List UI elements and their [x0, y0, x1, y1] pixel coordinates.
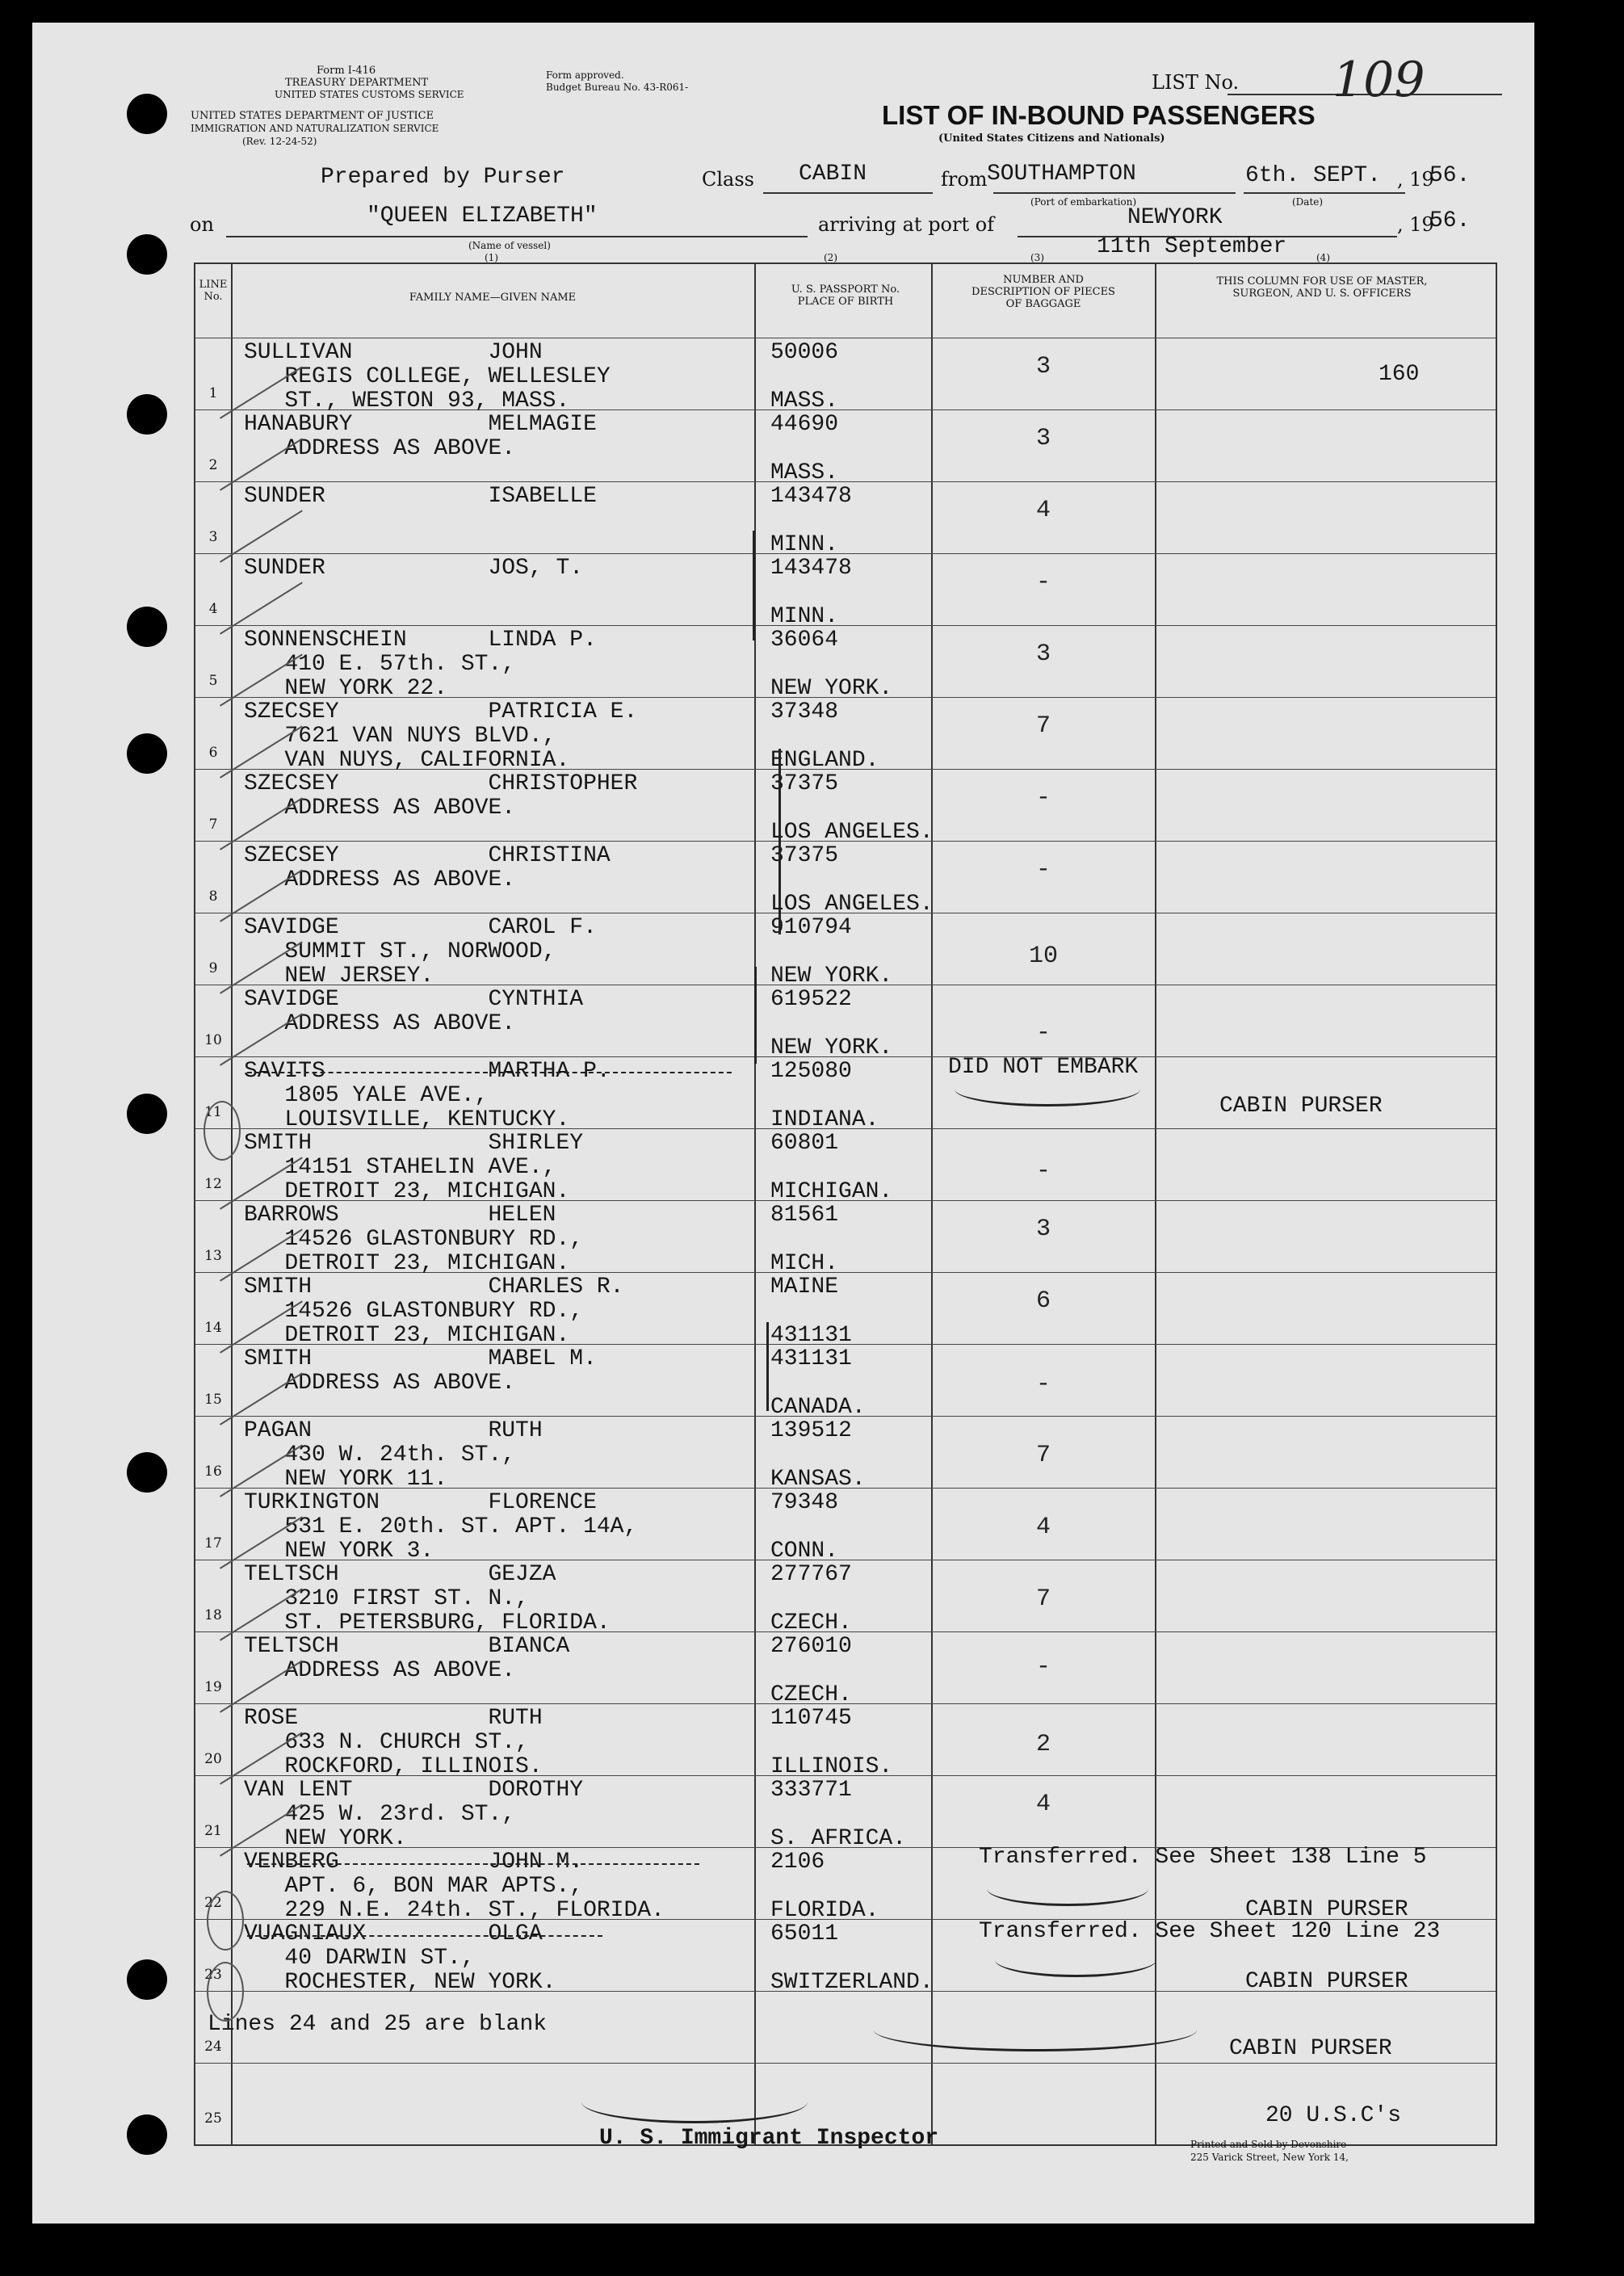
- arrival-date: 11th September: [1097, 234, 1287, 259]
- class-label: Class: [702, 168, 754, 191]
- baggage-count: -: [1035, 856, 1051, 884]
- cabin-purser-label: CABIN PURSER: [1245, 1897, 1408, 1922]
- line-number: 14: [204, 1320, 222, 1336]
- passenger-name: SUNDER JOS, T.: [244, 556, 584, 581]
- passport-birthplace: 2106 FLORIDA.: [770, 1850, 879, 1923]
- passport-birthplace: 431131 CANADA.: [770, 1346, 866, 1420]
- date-caption: (Date): [1292, 196, 1324, 208]
- passport-birthplace: 65011 SWITZERLAND.: [770, 1921, 934, 1995]
- cabin-purser-label: CABIN PURSER: [1245, 1969, 1408, 1994]
- binder-hole: [127, 2114, 167, 2155]
- passport-birthplace: MAINE 431131: [770, 1274, 852, 1348]
- baggage-count: 2: [1035, 1731, 1051, 1758]
- passenger-name: SUNDER ISABELLE: [244, 484, 597, 509]
- baggage-count: 3: [1035, 353, 1051, 380]
- passenger-name: TELTSCH GEJZA 3210 FIRST ST. N., ST. PETERSBURG, FLORIDA.: [244, 1562, 611, 1636]
- passenger-name: SMITH CHARLES R. 14526 GLASTONBURY RD., DETROIT 23, MICHIGAN.: [244, 1274, 624, 1348]
- passenger-name: PAGAN RUTH 430 W. 24th. ST., NEW YORK 11.: [244, 1418, 543, 1492]
- baggage-count: -: [1035, 1371, 1051, 1398]
- arrival-port: NEWYORK: [1127, 205, 1223, 230]
- binder-hole: [127, 234, 167, 275]
- line-number: 8: [208, 888, 218, 905]
- passenger-name: SONNENSCHEIN LINDA P. 410 E. 57th. ST., NEW YORK 22.: [244, 628, 597, 701]
- vessel-name: "QUEEN ELIZABETH": [367, 204, 598, 229]
- purser-signature: [987, 1871, 1148, 1906]
- circled-line-mark: [204, 1101, 241, 1161]
- passenger-name: BARROWS HELEN 14526 GLASTONBURY RD., DETROIT 23, MICHIGAN.: [244, 1203, 584, 1276]
- baggage-count: -: [1035, 1157, 1051, 1185]
- passenger-name: TELTSCH BIANCA ADDRESS AS ABOVE.: [244, 1634, 570, 1683]
- passenger-name-struck: VUAGNIAUX OLGA 40 DARWIN ST., ROCHESTER, NEW YORK.: [244, 1921, 556, 1995]
- line-number: 2: [208, 457, 218, 473]
- cabin-purser-label: CABIN PURSER: [1229, 2036, 1392, 2061]
- binder-hole: [127, 1959, 167, 2000]
- passenger-name: VAN LENT DOROTHY 425 W. 23rd. ST., NEW YORK.: [244, 1778, 584, 1851]
- line-number: 9: [208, 960, 218, 976]
- baggage-count: 4: [1035, 1514, 1051, 1541]
- line-number: 1: [208, 385, 218, 401]
- line-number: 6: [208, 745, 218, 761]
- from-label: from: [941, 168, 988, 191]
- line-number: 11: [204, 1104, 222, 1120]
- passenger-name: SZECSEY CHRISTINA ADDRESS AS ABOVE.: [244, 843, 611, 892]
- passport-birthplace: 79348 CONN.: [770, 1490, 839, 1564]
- line-number: 10: [204, 1032, 222, 1048]
- baggage-count: 3: [1035, 1216, 1051, 1243]
- doj-line: UNITED STATES DEPARTMENT OF JUSTICE: [191, 110, 434, 122]
- passport-birthplace: 333771 S. AFRICA.: [770, 1778, 907, 1851]
- passport-birthplace: 143478 MINN.: [770, 484, 852, 557]
- did-not-embark: DID NOT EMBARK: [948, 1055, 1139, 1080]
- passport-birthplace: 81561 MICH.: [770, 1203, 839, 1276]
- embark-caption: (Port of embarkation): [1030, 196, 1137, 208]
- year-1: 56.: [1429, 163, 1471, 188]
- list-no-value: 109: [1332, 52, 1425, 108]
- form-department: TREASURY DEPARTMENT: [285, 77, 429, 89]
- passenger-name: HANABURY MELMAGIE ADDRESS AS ABOVE.: [244, 412, 597, 461]
- passenger-name-struck: VENBERG JOHN M. APT. 6, BON MAR APTS., 229 N.E. 24th. ST., FLORIDA.: [244, 1850, 665, 1923]
- transfer-note: Transferred. See Sheet 120 Line 23: [979, 1919, 1441, 1944]
- ins-line: IMMIGRATION AND NATURALIZATION SERVICE: [191, 123, 439, 134]
- line-number: 21: [204, 1823, 222, 1839]
- col-header-officers: THIS COLUMN FOR USE OF MASTER, SURGEON, AND U. S. OFFICERS: [1216, 275, 1428, 300]
- prepared-by: Prepared by Purser: [321, 165, 565, 190]
- printer-line-1: Printed and Sold by Devonshire: [1190, 2139, 1347, 2150]
- line-number: 13: [204, 1248, 222, 1264]
- vessel-col-num: (1): [485, 252, 498, 263]
- line-number: 7: [208, 817, 218, 833]
- page-title: LIST OF IN-BOUND PASSENGERS: [882, 100, 1316, 130]
- list-no-label: LIST No.: [1152, 71, 1240, 94]
- class-value: CABIN: [799, 162, 867, 187]
- baggage-count: 4: [1035, 1791, 1051, 1818]
- line-number: 12: [204, 1176, 222, 1192]
- binder-hole: [127, 1094, 167, 1134]
- passenger-name: SMITH SHIRLEY 14151 STAHELIN AVE., DETROIT 23, MICHIGAN.: [244, 1131, 584, 1204]
- line-number: 18: [204, 1607, 222, 1623]
- line-number: 24: [204, 2039, 222, 2055]
- passport-birthplace: 276010 CZECH.: [770, 1634, 852, 1707]
- passport-birthplace: 910794 NEW YORK.: [770, 915, 893, 989]
- passenger-table: [194, 262, 1497, 2146]
- baggage-count: 7: [1035, 1585, 1051, 1613]
- line-number: 25: [204, 2110, 222, 2127]
- baggage-count: 7: [1035, 1442, 1051, 1469]
- budget-bureau: Budget Bureau No. 43-R061-: [546, 82, 689, 93]
- on-label: on: [190, 213, 214, 236]
- col-header-name: FAMILY NAME—GIVEN NAME: [409, 292, 577, 304]
- inspector-signature: [581, 2081, 808, 2123]
- embark-port: SOUTHAMPTON: [987, 162, 1136, 187]
- page-subtitle: (United States Citizens and Nationals): [938, 132, 1165, 145]
- passenger-name: TURKINGTON FLORENCE 531 E. 20th. ST. APT. 14A, NEW YORK 3.: [244, 1490, 638, 1564]
- passenger-name: SZECSEY CHRISTOPHER ADDRESS AS ABOVE.: [244, 771, 638, 821]
- line-number: 23: [204, 1967, 222, 1983]
- purser-signature: [874, 2009, 1197, 2051]
- vessel-caption: (Name of vessel): [468, 240, 551, 251]
- passport-birthplace: 143478 MINN.: [770, 556, 852, 629]
- circled-line-mark: [207, 1962, 244, 2022]
- arriving-label: arriving at port of: [818, 213, 995, 236]
- printer-line-2: 225 Varick Street, New York 14,: [1190, 2152, 1349, 2163]
- col-header-baggage: NUMBER AND DESCRIPTION OF PIECES OF BAGGAGE: [971, 274, 1115, 310]
- passport-birthplace: 50006 MASS.: [770, 340, 839, 414]
- purser-signature: [955, 1072, 1140, 1107]
- col-num-2: (2): [824, 252, 837, 263]
- transfer-note: Transferred. See Sheet 138 Line 5: [979, 1845, 1427, 1870]
- baggage-count: 6: [1035, 1287, 1051, 1315]
- passport-birthplace: 60801 MICHIGAN.: [770, 1131, 893, 1204]
- line-number: 19: [204, 1679, 222, 1695]
- baggage-count: 3: [1035, 640, 1051, 668]
- col-num-4: (4): [1316, 252, 1330, 263]
- inspector-title: U. S. Immigrant Inspector: [599, 2126, 939, 2151]
- col-num-3: (3): [1030, 252, 1044, 263]
- form-approved: Form approved.: [546, 69, 624, 81]
- binder-hole: [127, 94, 167, 134]
- baggage-count: -: [1035, 1019, 1051, 1047]
- passport-birthplace: 37375 LOS ANGELES.: [770, 843, 934, 917]
- passenger-name: SAVIDGE CAROL F. SUMMIT ST., NORWOOD, NEW JERSEY.: [244, 915, 597, 989]
- blank-lines-note: Lines 24 and 25 are blank: [208, 2012, 548, 2037]
- passenger-name: SULLIVAN JOHN REGIS COLLEGE, WELLESLEY ST., WESTON 93, MASS.: [244, 340, 611, 414]
- year-prefix-2: , 19: [1397, 213, 1434, 236]
- line-number: 5: [208, 673, 218, 689]
- col-header-line: LINE No.: [199, 279, 228, 303]
- passport-birthplace: 139512 KANSAS.: [770, 1418, 866, 1492]
- binder-hole: [127, 607, 167, 647]
- embark-date: 6th. SEPT.: [1245, 163, 1382, 188]
- passport-birthplace: 37348 ENGLAND.: [770, 699, 879, 773]
- passport-birthplace: 277767 CZECH.: [770, 1562, 852, 1636]
- form-service: UNITED STATES CUSTOMS SERVICE: [275, 89, 464, 100]
- line-number: 15: [204, 1392, 222, 1408]
- passport-birthplace: 110745 ILLINOIS.: [770, 1706, 893, 1779]
- passenger-name: SZECSEY PATRICIA E. 7621 VAN NUYS BLVD., VAN NUYS, CALIFORNIA.: [244, 699, 638, 773]
- baggage-count: 10: [1028, 943, 1058, 970]
- passport-birthplace: 125080 INDIANA.: [770, 1059, 879, 1132]
- us-citizen-count: 20 U.S.C's: [1265, 2103, 1402, 2128]
- circled-line-mark: [207, 1891, 244, 1951]
- baggage-count: 3: [1035, 425, 1051, 452]
- form-number: Form I-416: [317, 65, 376, 77]
- line-number: 22: [204, 1895, 222, 1911]
- passenger-name: SMITH MABEL M. ADDRESS AS ABOVE.: [244, 1346, 597, 1396]
- binder-hole: [127, 733, 167, 774]
- passenger-name: ROSE RUTH 633 N. CHURCH ST., ROCKFORD, ILLINOIS.: [244, 1706, 543, 1779]
- passenger-name-struck: SAVITS MARTHA P. 1805 YALE AVE., LOUISVILLE, KENTUCKY.: [244, 1059, 611, 1132]
- manifest-page: [32, 23, 1534, 2224]
- binder-hole: [127, 1452, 167, 1493]
- line-number: 4: [208, 601, 218, 617]
- year-2: 56.: [1429, 208, 1471, 233]
- passport-birthplace: 619522 NEW YORK.: [770, 987, 893, 1060]
- baggage-count: 7: [1035, 712, 1051, 740]
- binder-hole: [127, 394, 167, 435]
- passport-birthplace: 36064 NEW YORK.: [770, 628, 893, 701]
- baggage-count: -: [1035, 569, 1051, 596]
- purser-signature: [995, 1942, 1156, 1977]
- line-number: 3: [208, 529, 218, 545]
- line-number: 17: [204, 1535, 222, 1552]
- line-number: 16: [204, 1463, 222, 1480]
- passport-birthplace: 37375 LOS ANGELES.: [770, 771, 934, 845]
- revision-date: (Rev. 12-24-52): [242, 136, 317, 147]
- passenger-name: SAVIDGE CYNTHIA ADDRESS AS ABOVE.: [244, 987, 584, 1036]
- cabin-purser-label: CABIN PURSER: [1219, 1094, 1383, 1119]
- baggage-count: -: [1035, 1653, 1051, 1681]
- col-header-passport: U. S. PASSPORT No. PLACE OF BIRTH: [791, 283, 900, 308]
- passport-birthplace: 44690 MASS.: [770, 412, 839, 485]
- year-prefix-1: , 19: [1397, 168, 1434, 191]
- baggage-count: -: [1035, 784, 1051, 812]
- line-number: 20: [204, 1751, 222, 1767]
- baggage-count: 4: [1035, 497, 1051, 524]
- officer-note: 160: [1379, 362, 1420, 387]
